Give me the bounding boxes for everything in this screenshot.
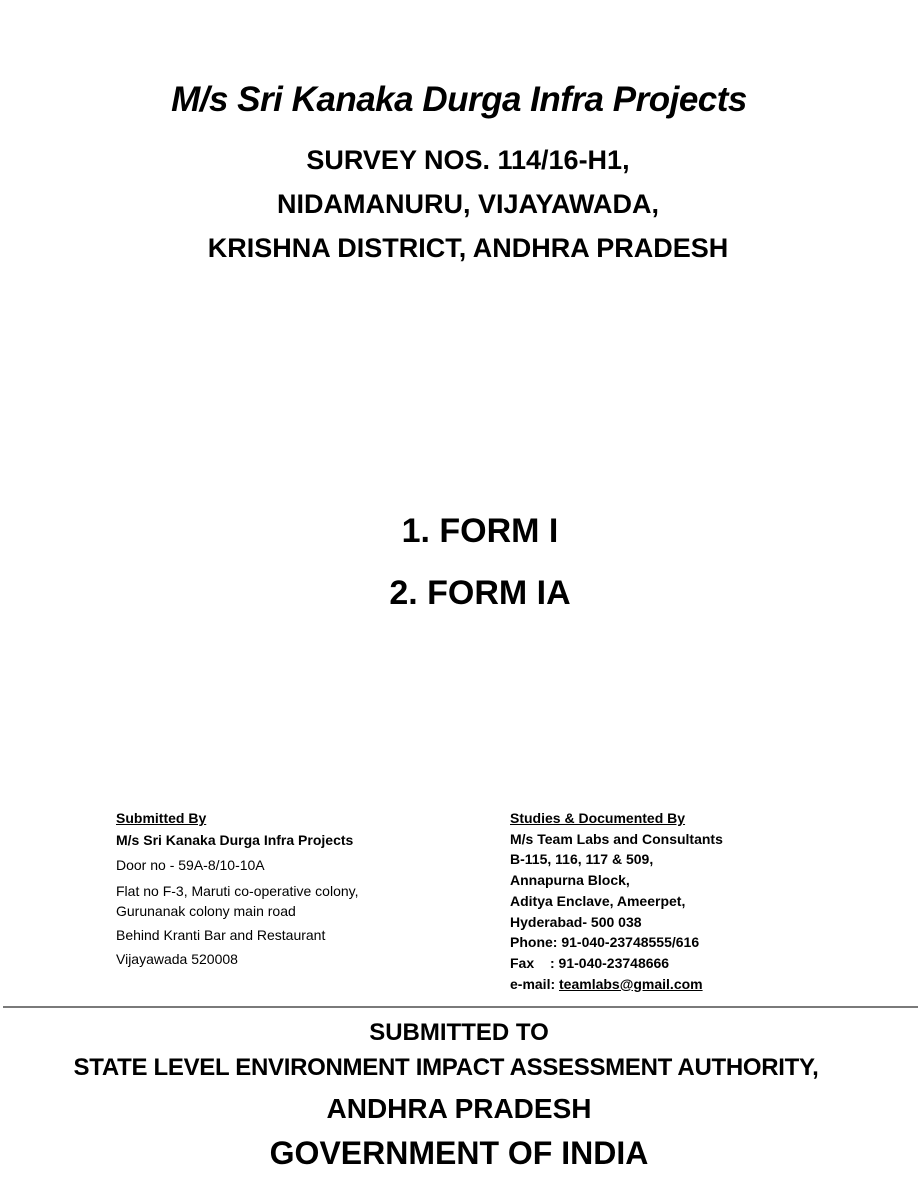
section-divider [3,1006,918,1008]
address-line-district: KRISHNA DISTRICT, ANDHRA PRADESH [207,233,729,263]
form-item-1: 1. FORM I [401,512,559,550]
documented-by-fax [510,953,910,974]
submitted-by-address-line: Behind Kranti Bar and Restaurant [116,927,326,943]
documented-by-line: Hyderabad- 500 038 [510,913,642,930]
documented-by-heading: Studies & Documented By [510,810,686,826]
submitted-by-address-line: Flat no F-3, Maruti co-operative colony, [116,883,359,899]
submitted-by-block [116,808,476,971]
documented-by-line: B-115, 116, 117 & 509, [510,851,654,868]
address-line-locality: NIDAMANURU, VIJAYAWADA, [276,189,660,219]
submitted-by-company: M/s Sri Kanaka Durga Infra Projects [116,832,354,848]
documented-by-block [510,808,910,994]
fax-value: : 91-040-23748666 [550,954,670,971]
authority-name: STATE LEVEL ENVIRONMENT IMPACT ASSESSMENT AUTHORITY, [73,1054,819,1081]
forms-list [0,500,918,624]
site-address [0,138,918,270]
state-name: ANDHRA PRADESH [326,1093,592,1124]
submitted-by-address-line: Vijayawada 520008 [116,951,238,967]
company-title: M/s Sri Kanaka Durga Infra Projects [171,80,747,119]
fax-label: Fax [510,954,535,971]
submitted-by-address-line: Gurunanak colony main road [116,903,296,919]
submitted-to-block [0,1016,918,1176]
email-label: e-mail: [510,975,560,992]
submitted-by-address-line: Door no - 59A-8/10-10A [116,857,265,873]
submitted-by-heading: Submitted By [116,810,207,826]
documented-by-phone: Phone: 91-040-23748555/616 [510,934,700,951]
documented-by-line: M/s Team Labs and Consultants [510,830,723,847]
email-link[interactable]: teamlabs@gmail.com [559,975,703,992]
form-item-2: 2. FORM IA [389,574,571,612]
submitted-to-heading: SUBMITTED TO [369,1019,549,1046]
address-line-survey: SURVEY NOS. 114/16-H1, [306,145,630,175]
documented-by-email [510,974,910,995]
government-name: GOVERNMENT OF INDIA [269,1135,649,1171]
documented-by-line: Aditya Enclave, Ameerpet, [510,892,686,909]
documented-by-line: Annapurna Block, [510,872,630,889]
